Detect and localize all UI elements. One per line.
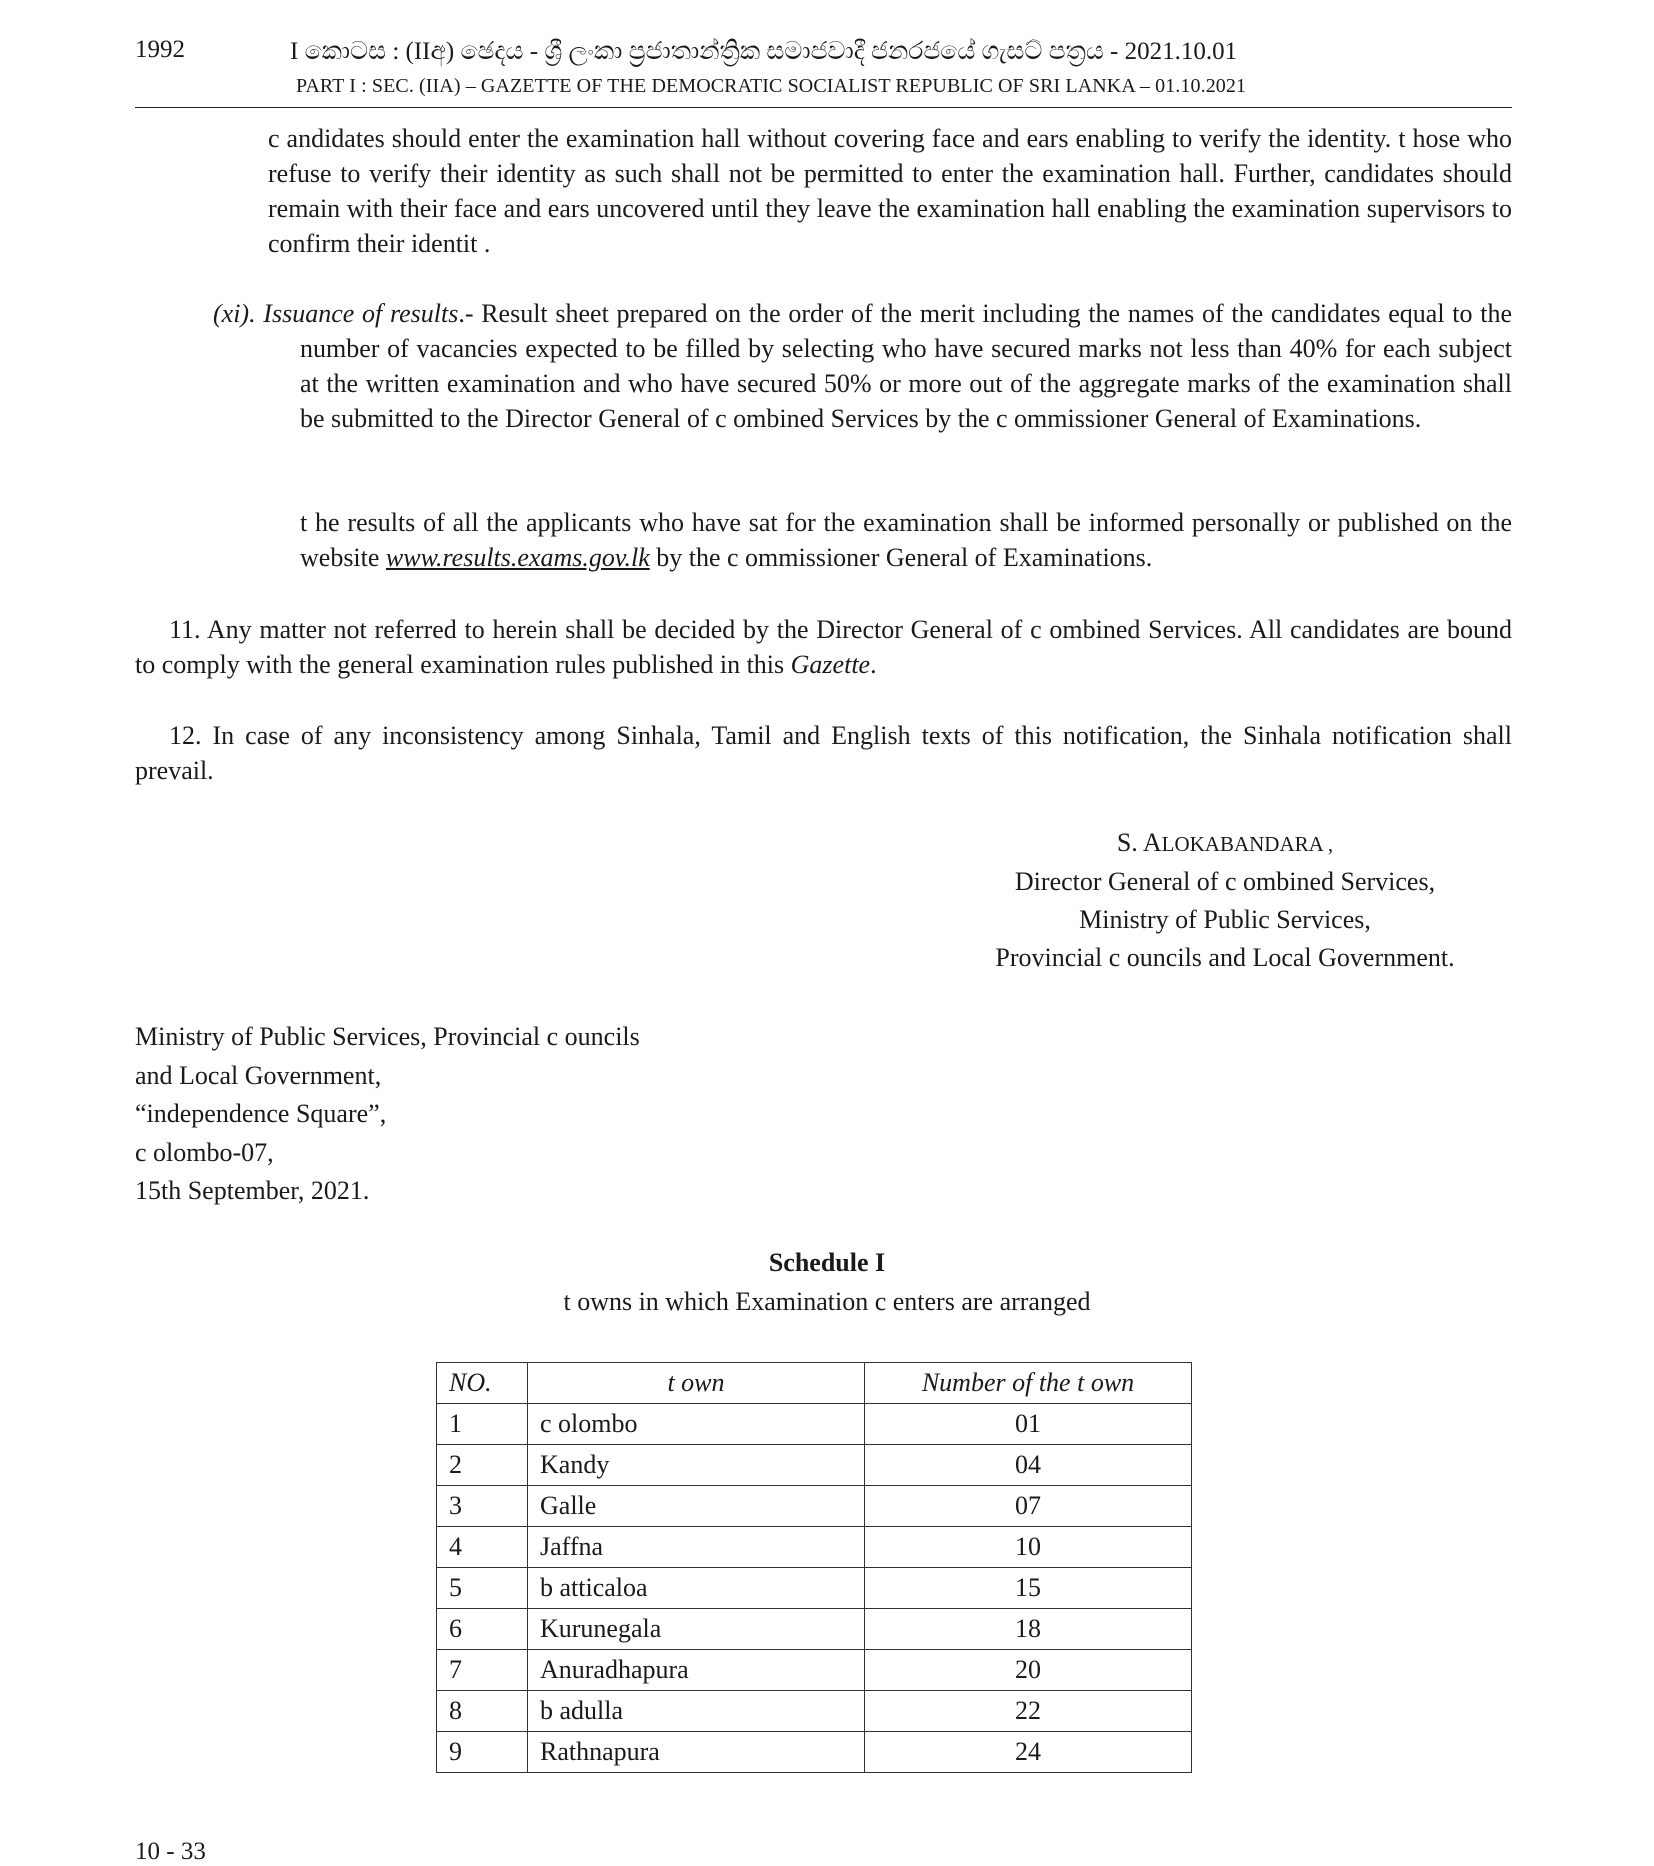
table-row [437, 1568, 1192, 1609]
page-number: 1992 [135, 36, 185, 63]
header-divider [135, 107, 1512, 108]
column-header-number: Number of the t own [865, 1363, 1192, 1404]
address-line: Ministry of Public Services, Provincial c ouncils [135, 1022, 640, 1051]
results-section [213, 296, 1512, 436]
table-row [437, 1486, 1192, 1527]
schedule-title: Schedule I [768, 1248, 886, 1277]
cell-no: 2 [437, 1445, 528, 1486]
identity-paragraph: c andidates should enter the examination hall without covering face and ears enabling to verify the identity. t hose who refuse to verify their identity as such shall not be permitted to enter the examination hall. Further, candidates should remain with their face and ears uncovered until they leave the examination hall enabling the examination supervisors to confirm their identit . [268, 124, 1512, 258]
cell-no: 8 [437, 1691, 528, 1732]
cell-number: 15 [865, 1568, 1192, 1609]
cell-number: 22 [865, 1691, 1192, 1732]
address-date: 15th September, 2021. [135, 1176, 370, 1205]
cell-number: 07 [865, 1486, 1192, 1527]
signatory-name [900, 824, 1550, 863]
signatory-name-rest: LOKABANDARA , [1161, 832, 1334, 856]
cell-number: 01 [865, 1404, 1192, 1445]
table-row [437, 1445, 1192, 1486]
clause-11-text: 11. Any matter not referred to herein shall be decided by the Director General of c ombined Services. All candidates are bound to comply with the general examination rules published in this [135, 615, 1512, 679]
table-row [437, 1691, 1192, 1732]
signatory-name-initial: S. A [1116, 828, 1162, 857]
table-row [437, 1609, 1192, 1650]
cell-town: Kurunegala [528, 1609, 865, 1650]
table-row [437, 1404, 1192, 1445]
results-section-heading: (xi). Issuance of results [213, 299, 459, 328]
cell-no: 9 [437, 1732, 528, 1773]
address-line: “independence Square”, [135, 1099, 387, 1128]
cell-number: 18 [865, 1609, 1192, 1650]
header-english: PART I : SEC. (IIA) – GAZETTE OF THE DEMOCRATIC SOCIALIST REPUBLIC OF SRI LANKA – 01.10.2021 [296, 75, 1247, 97]
address-line: c olombo-07, [135, 1137, 274, 1167]
signatory-ministry: Ministry of Public Services, [1079, 905, 1371, 934]
table-row [437, 1527, 1192, 1568]
cell-no: 6 [437, 1609, 528, 1650]
cell-town: Jaffna [528, 1527, 865, 1568]
results-section-text: .- Result sheet prepared on the order of the merit including the names of the candidates equal to the number of vacancies expected to be filled by selecting who have secured marks not less than 40% for each subject at the written examination and who have secured 50% or more out of the aggregate marks of the examination shall be submitted to the Director General of c ombined Services by the c ommissioner General of Examinations. [300, 299, 1513, 433]
cell-town: b atticaloa [528, 1568, 865, 1609]
results-publication-paragraph [300, 505, 1512, 575]
column-header-no: NO. [437, 1363, 528, 1404]
results-website-link[interactable]: www.results.exams.gov.lk [385, 543, 650, 572]
cell-no: 3 [437, 1486, 528, 1527]
column-header-town: t own [528, 1363, 865, 1404]
results-text-before: t he results of all the applicants who have sat for the examination shall be informed personally or published on the website [300, 508, 1512, 572]
cell-town: b adulla [528, 1691, 865, 1732]
header-sinhala: I කොටස : (IIඅ) ඡෙදය - ශ්‍රී ලංකා ප්‍රජාතාන්ත්‍රික සමාජවාදී ජනරජයේ ගැසට් පත්‍රය - 2021.10.01 [290, 38, 1238, 65]
cell-no: 1 [437, 1404, 528, 1445]
cell-number: 04 [865, 1445, 1192, 1486]
clause-12: 12. In case of any inconsistency among Sinhala, Tamil and English texts of this notification, the Sinhala notification shall prevail. [135, 721, 1512, 785]
cell-number: 24 [865, 1732, 1192, 1773]
cell-number: 20 [865, 1650, 1192, 1691]
clause-11-end: . [870, 650, 877, 679]
cell-number: 10 [865, 1527, 1192, 1568]
signature-block [900, 824, 1550, 977]
signatory-title: Director General of c ombined Services, [1014, 867, 1436, 896]
table-row [437, 1732, 1192, 1773]
schedule-subtitle: t owns in which Examination c enters are arranged [563, 1287, 1091, 1316]
cell-town: Anuradhapura [528, 1650, 865, 1691]
cell-no: 7 [437, 1650, 528, 1691]
towns-table [436, 1362, 1192, 1773]
signatory-ministry-line2: Provincial c ouncils and Local Government. [995, 943, 1455, 972]
page-code: 10 - 33 [135, 1838, 206, 1865]
results-text-after: by the c ommissioner General of Examinations. [649, 543, 1153, 572]
cell-town: Galle [528, 1486, 865, 1527]
address-block [135, 1018, 640, 1211]
cell-no: 4 [437, 1527, 528, 1568]
table-row [437, 1650, 1192, 1691]
cell-town: Kandy [528, 1445, 865, 1486]
clause-11-gazette: Gazette [790, 650, 871, 679]
clause-11 [135, 612, 1512, 682]
cell-town: Rathnapura [528, 1732, 865, 1773]
cell-town: c olombo [528, 1404, 865, 1445]
table-header-row [437, 1363, 1192, 1404]
address-line: and Local Government, [135, 1060, 382, 1090]
cell-no: 5 [437, 1568, 528, 1609]
